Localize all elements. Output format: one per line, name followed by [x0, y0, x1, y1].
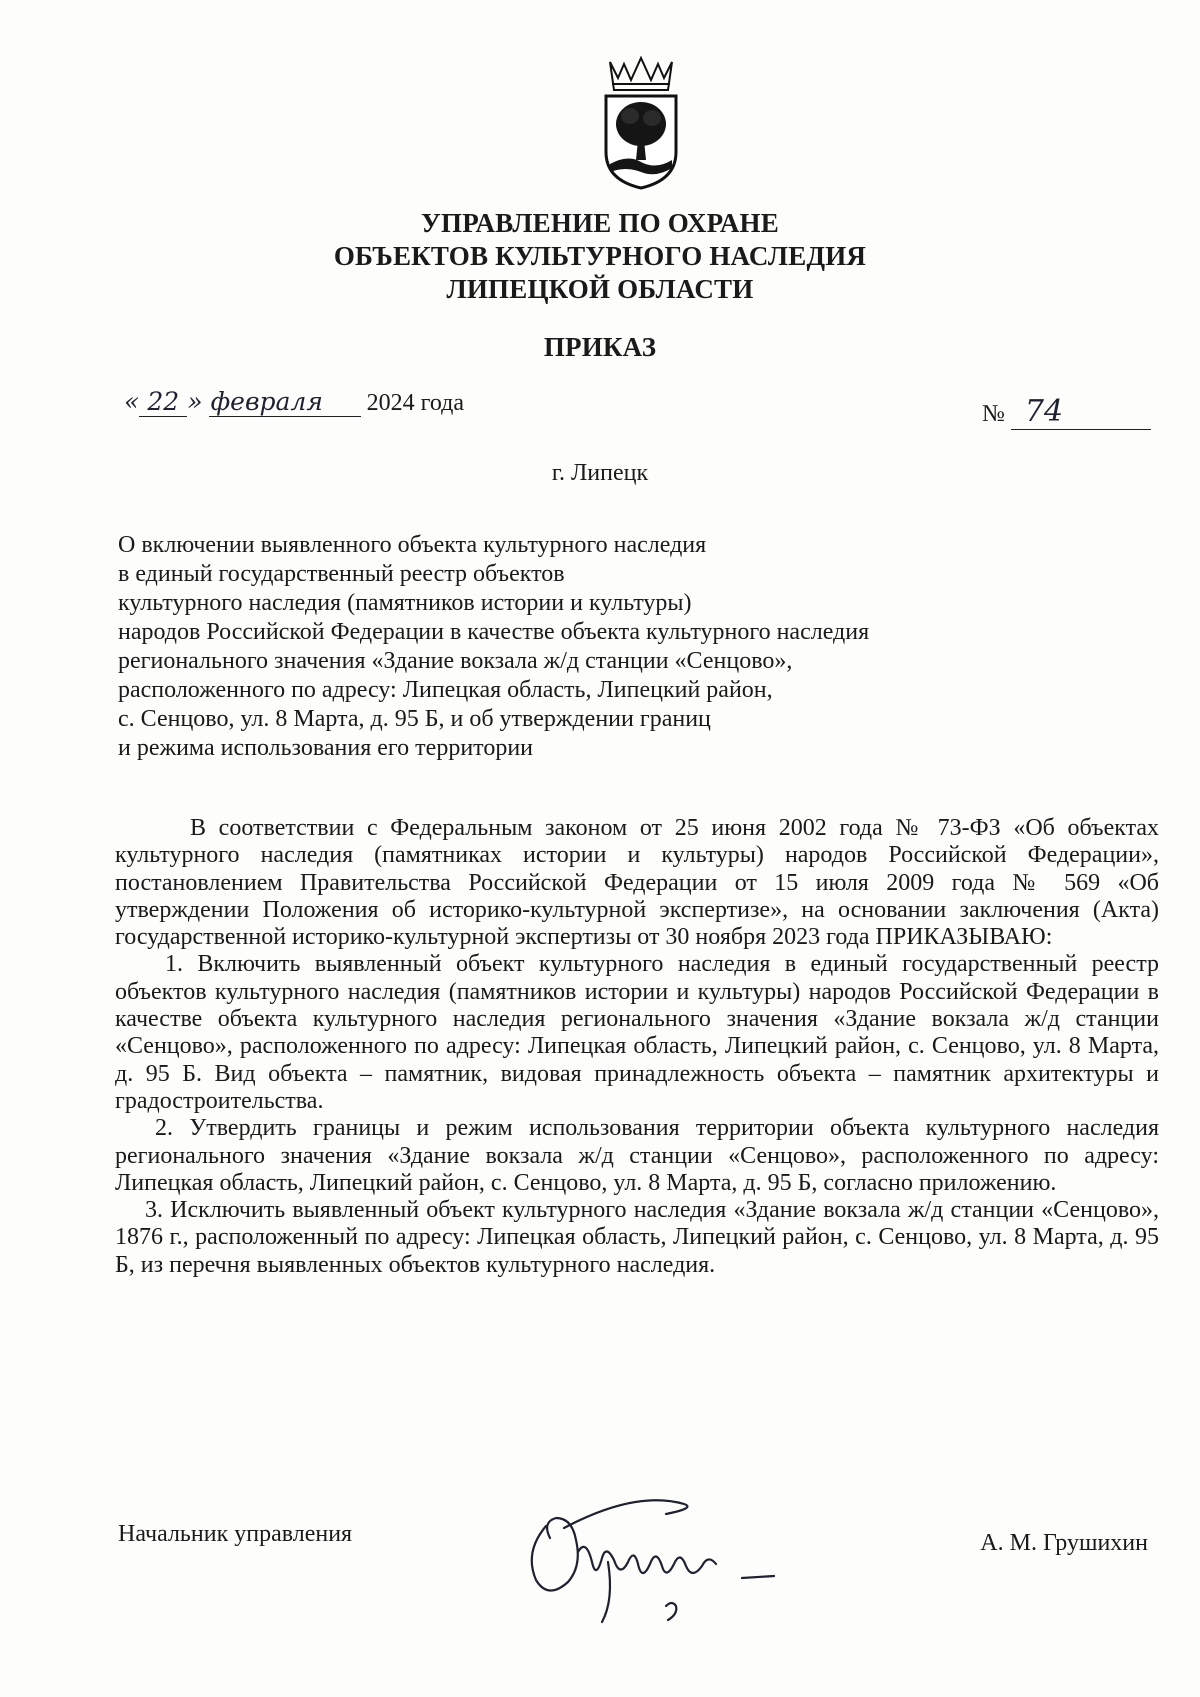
order-item: 2. Утвердить границы и режим использования территории объекта культурного наследия регионального значения «Здание вокзала ж/д станции «Сенцово», расположенного по адресу: Липецкая область, Липецкий район, с. Сенцово, ул. 8 Марта, д. 95 Б, согласно приложению. [115, 1115, 1159, 1196]
date-day: 22 [139, 387, 187, 417]
order-number [982, 394, 1151, 430]
subject-line: культурного наследия (памятников истории и культуры) [118, 590, 692, 616]
date-year: 2024 года [366, 390, 465, 416]
city: г. Липецк [551, 460, 649, 486]
signatory-name: А. М. Грушихин [980, 1530, 1148, 1556]
subject-line: в единый государственный реестр объектов [118, 561, 565, 587]
order-number-field [1011, 394, 1151, 430]
order-date [124, 387, 464, 417]
order-number-value: 74 [1024, 394, 1064, 429]
document-type: ПРИКАЗ [543, 332, 657, 362]
date-month: февраля [209, 387, 361, 417]
organization-name [0, 207, 1200, 306]
subject-line: регионального значения «Здание вокзала ж/д станции «Сенцово», [118, 648, 793, 674]
order-body [115, 815, 1159, 1279]
order-item: 1. Включить выявленный объект культурного наследия в единый государственный реестр объектов культурного наследия (памятников истории и культуры) народов Российской Федерации в качестве объекта культурного наследия регионального значения «Здание вокзала ж/д станции «Сенцово», расположенного по адресу: Липецкая область, Липецкий район, с. Сенцово, ул. 8 Марта, д. 95 Б. Вид объекта – памятник, видовая принадлежность объекта – памятник архитектуры и градостроительства. [115, 951, 1159, 1114]
subject-line: народов Российской Федерации в качестве объекта культурного наследия [118, 619, 870, 645]
subject-line: О включении выявленного объекта культурного наследия [118, 532, 707, 558]
organization-name-line: УПРАВЛЕНИЕ ПО ОХРАНЕ [421, 208, 779, 238]
organization-name-line: ЛИПЕЦКОЙ ОБЛАСТИ [446, 274, 754, 304]
order-subject [118, 531, 869, 763]
preamble-paragraph: В соответствии с Федеральным законом от 25 июня 2002 года № 73-ФЗ «Об объектах культурного наследия (памятниках истории и культуры) народов Российской Федерации», постановлением Правительства Российской Федерации от 15 июля 2009 года № 569 «Об утверждении Положения об историко-культурной экспертизе», на основании заключения (Акта) государственной историко-культурной экспертизы от 30 ноября 2023 года ПРИКАЗЫВАЮ: [115, 815, 1159, 951]
lipetsk-coat-of-arms-icon [598, 56, 684, 190]
date-quote-close: » [187, 387, 203, 416]
handwritten-signature [516, 1482, 836, 1632]
signatory-position: Начальник управления [118, 1521, 353, 1547]
subject-line: с. Сенцово, ул. 8 Марта, д. 95 Б, и об утверждении границ [118, 706, 711, 732]
subject-line: и режима использования его территории [118, 735, 534, 761]
organization-name-line: ОБЪЕКТОВ КУЛЬТУРНОГО НАСЛЕДИЯ [333, 241, 867, 271]
subject-line: расположенного по адресу: Липецкая область, Липецкий район, [118, 677, 773, 703]
order-item: 3. Исключить выявленный объект культурного наследия «Здание вокзала ж/д станции «Сенцово», 1876 г., расположенный по адресу: Липецкая область, Липецкий район, с. Сенцово, ул. 8 Марта, д. 95 Б, из перечня выявленных объектов культурного наследия. [115, 1197, 1159, 1278]
date-quote-open: « [124, 387, 140, 416]
order-number-label: № [982, 401, 1005, 427]
